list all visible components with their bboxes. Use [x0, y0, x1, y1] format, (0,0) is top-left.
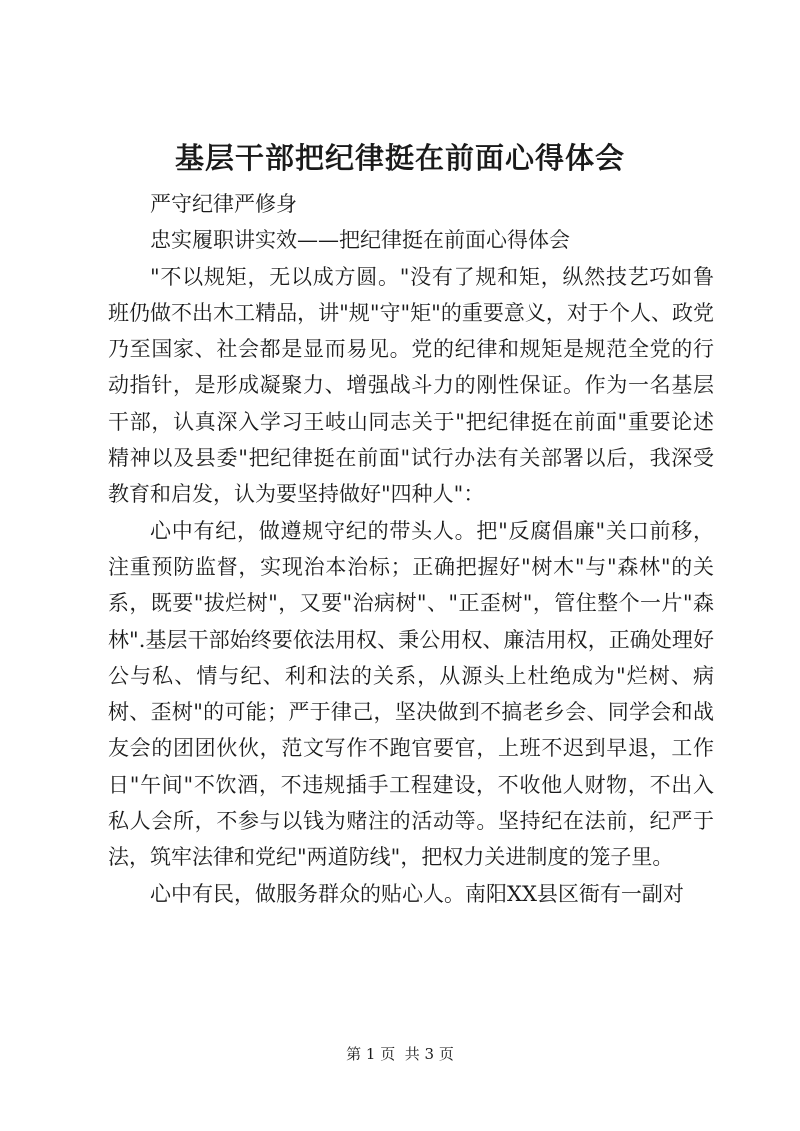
- subtitle-line-1: 严守纪律严修身: [150, 192, 297, 216]
- document-body: [108, 186, 714, 912]
- paragraph-people: 心中有民，做服务群众的贴心人。南阳XX县区衙有一副对: [150, 881, 684, 906]
- subtitle-line-2: 忠实履职讲实效——把纪律挺在前面心得体会: [150, 228, 570, 253]
- page-number: 第 1 页 共 3 页: [346, 1045, 454, 1063]
- document-title: 基层干部把纪律挺在前面心得体会: [174, 141, 625, 175]
- paragraph-discipline: 心中有纪，做遵规守纪的带头人。把"反腐倡廉"关口前移，注重预防监督，实现治本治标；正确把握好"树木"与"森林"的关系，既要"拔烂树"，又要"治病树"、"正歪树"，管住整个一片"森林".基层干部始终要依法用权、秉公用权、廉洁用权，正确处理好公与私、情与纪、利和法的关系，从源头上杜绝成为"烂树、病树、歪树"的可能；严于律己，坚决做到不搞老乡会、同学会和战友会的团团伙伙，范文写作不跑官要官，上班不迟到早退，工作日"午间"不饮酒，不违规插手工程建设，不收他人财物，不出入私人会所，不参与以钱为赌注的活动等。坚持纪在法前，纪严于法，筑牢法律和党纪"两道防线"，把权力关进制度的笼子里。: [108, 518, 714, 870]
- page-footer: [0, 1044, 800, 1064]
- paragraph-intro: "不以规矩，无以成方圆。"没有了规和矩，纵然技艺巧如鲁班仍做不出木工精品，讲"规"守"矩"的重要意义，对于个人、政党乃至国家、社会都是显而易见。党的纪律和规矩是规范全党的行动指针，是形成凝聚力、增强战斗力的刚性保证。作为一名基层干部，认真深入学习王岐山同志关于"把纪律挺在前面"重要论述精神以及县委"把纪律挺在前面"试行办法有关部署以后，我深受教育和启发，认为要坚持做好"四种人"：: [108, 264, 714, 507]
